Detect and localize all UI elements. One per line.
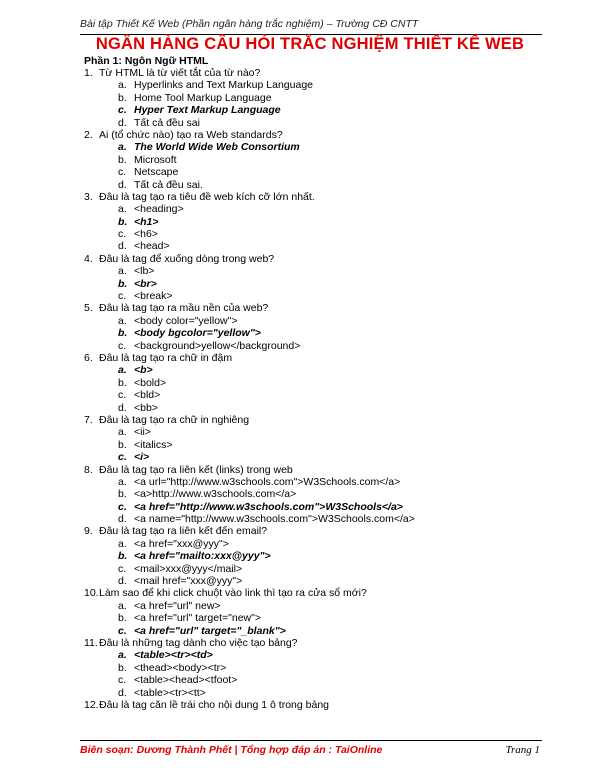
option-8b: b. <a>http://www.w3schools.com</a>	[118, 488, 297, 501]
question-10	[84, 587, 542, 599]
question-1	[84, 67, 542, 79]
option-9d: d. <mail href="xxx@yyy">	[118, 575, 243, 588]
question-3	[84, 191, 542, 203]
option-4b: b. <br>	[118, 277, 157, 290]
question-text: Đâu là tag tạo ra liên kết (links) trong web	[99, 463, 293, 476]
option-3d: d. <head>	[118, 240, 170, 253]
question-12	[84, 699, 542, 711]
option-4c: c. <break>	[118, 290, 173, 303]
question-list	[84, 67, 542, 711]
page-header: Bài tập Thiết Kế Web (Phần ngân hàng trắc nghiệm) – Trường CĐ CNTT	[80, 18, 419, 30]
option-8d: d. <a name="http://www.w3schools.com">W3Schools.com</a>	[118, 513, 415, 526]
option-6c: c. <bld>	[118, 389, 161, 402]
question-number: 6.	[84, 351, 93, 364]
question-text: Ai (tổ chức nào) tạo ra Web standards?	[99, 128, 283, 141]
option-7a: a. <ii>	[118, 426, 151, 439]
option-4a: a. <lb>	[118, 265, 155, 278]
option-11b: b. <thead><body><tr>	[118, 661, 227, 674]
option-5c: c. <background>yellow</background>	[118, 339, 301, 352]
question-6	[84, 352, 542, 364]
question-text: Đâu là tag căn lề trái cho nội dung 1 ô trong bảng	[99, 698, 329, 711]
footer-credit: Biên soạn: Dương Thành Phết | Tổng hợp đáp án : TaiOnline	[80, 744, 383, 756]
option-1c: c. Hyper Text Markup Language	[118, 104, 281, 117]
option-7c: c. <i>	[118, 451, 150, 464]
question-text: Đâu là tag để xuống dòng trong web?	[99, 252, 275, 265]
question-text: Từ HTML là từ viết tắt của từ nào?	[99, 67, 261, 79]
question-number: 5.	[84, 302, 93, 315]
page-footer	[80, 744, 542, 756]
question-number: 12.	[84, 698, 99, 711]
question-number: 9.	[84, 525, 93, 538]
option-3a: a. <heading>	[118, 203, 184, 216]
question-number: 3.	[84, 190, 93, 203]
question-number: 1.	[84, 67, 93, 79]
question-text: Đâu là tag tạo ra mầu nền của web?	[99, 302, 269, 315]
option-10b: b. <a href="url" target="new">	[118, 612, 261, 625]
question-text: Làm sao để khi click chuột vào link thì tạo ra cửa sổ mới?	[99, 587, 367, 600]
option-5a: a. <body color="yellow">	[118, 314, 238, 327]
question-4	[84, 253, 542, 265]
question-5	[84, 302, 542, 314]
option-10c: c. <a href="url" target="_blank">	[118, 624, 286, 637]
option-11c: c. <table><head><tfoot>	[118, 674, 238, 687]
option-1b: b. Home Tool Markup Language	[118, 91, 272, 104]
question-number: 10.	[84, 587, 99, 600]
option-1a: a. Hyperlinks and Text Markup Language	[118, 79, 313, 92]
option-5b: b. <body bgcolor="yellow">	[118, 327, 261, 340]
question-9	[84, 525, 542, 537]
option-2d: d. Tất cả đều sai.	[118, 178, 203, 191]
option-6b: b. <bold>	[118, 376, 167, 389]
option-10a: a. <a href="url" new>	[118, 599, 221, 612]
option-3c: c. <h6>	[118, 228, 158, 241]
option-8c: c. <a href="http://www.w3schools.com">W3Schools</a>	[118, 500, 403, 513]
option-6a: a. <b>	[118, 364, 153, 377]
option-1d: d. Tất cả đều sai	[118, 116, 200, 129]
option-2a: a. The World Wide Web Consortium	[118, 141, 300, 154]
question-2	[84, 129, 542, 141]
option-7b: b. <italics>	[118, 438, 173, 451]
question-11	[84, 637, 542, 649]
question-number: 7.	[84, 413, 93, 426]
option-9a: a. <a href="xxx@yyy">	[118, 537, 229, 550]
question-text: Đâu là tag tạo ra chữ in đậm	[99, 351, 233, 364]
option-8a: a. <a url="http://www.w3schools.com">W3Schools.com</a>	[118, 475, 401, 488]
question-7	[84, 414, 542, 426]
document-title: NGÂN HÀNG CÂU HỎI TRẮC NGHIỆM THIẾT KẾ WEB	[95, 35, 525, 53]
question-8	[84, 464, 542, 476]
option-3b: b. <h1>	[118, 215, 159, 228]
question-text: Đâu là tag tạo ra chữ in nghiêng	[99, 413, 250, 426]
option-11d: d. <table><tr><tt>	[118, 686, 206, 699]
question-text: Đâu là tag tạo ra liên kết đến email?	[99, 525, 268, 538]
option-2c: c. Netscape	[118, 166, 179, 179]
option-6d: d. <bb>	[118, 401, 158, 414]
option-9c: c. <mail>xxx@yyy</mail>	[118, 562, 243, 575]
section-heading: Phần 1: Ngôn Ngữ HTML	[84, 55, 209, 67]
page-number: Trang 1	[505, 744, 540, 756]
question-number: 2.	[84, 128, 93, 141]
option-11a: a. <table><tr><td>	[118, 649, 213, 662]
question-number: 4.	[84, 252, 93, 265]
question-text: Đâu là những tag dành cho việc tạo bảng?	[99, 636, 298, 649]
option-2b: b. Microsoft	[118, 153, 177, 166]
option-9b: b. <a href="mailto:xxx@yyy">	[118, 550, 271, 563]
question-number: 11.	[84, 636, 98, 649]
footer-rule	[80, 740, 542, 741]
question-number: 8.	[84, 463, 93, 476]
question-text: Đâu là tag tạo ra tiêu đề web kích cỡ lớn nhất.	[99, 190, 315, 203]
